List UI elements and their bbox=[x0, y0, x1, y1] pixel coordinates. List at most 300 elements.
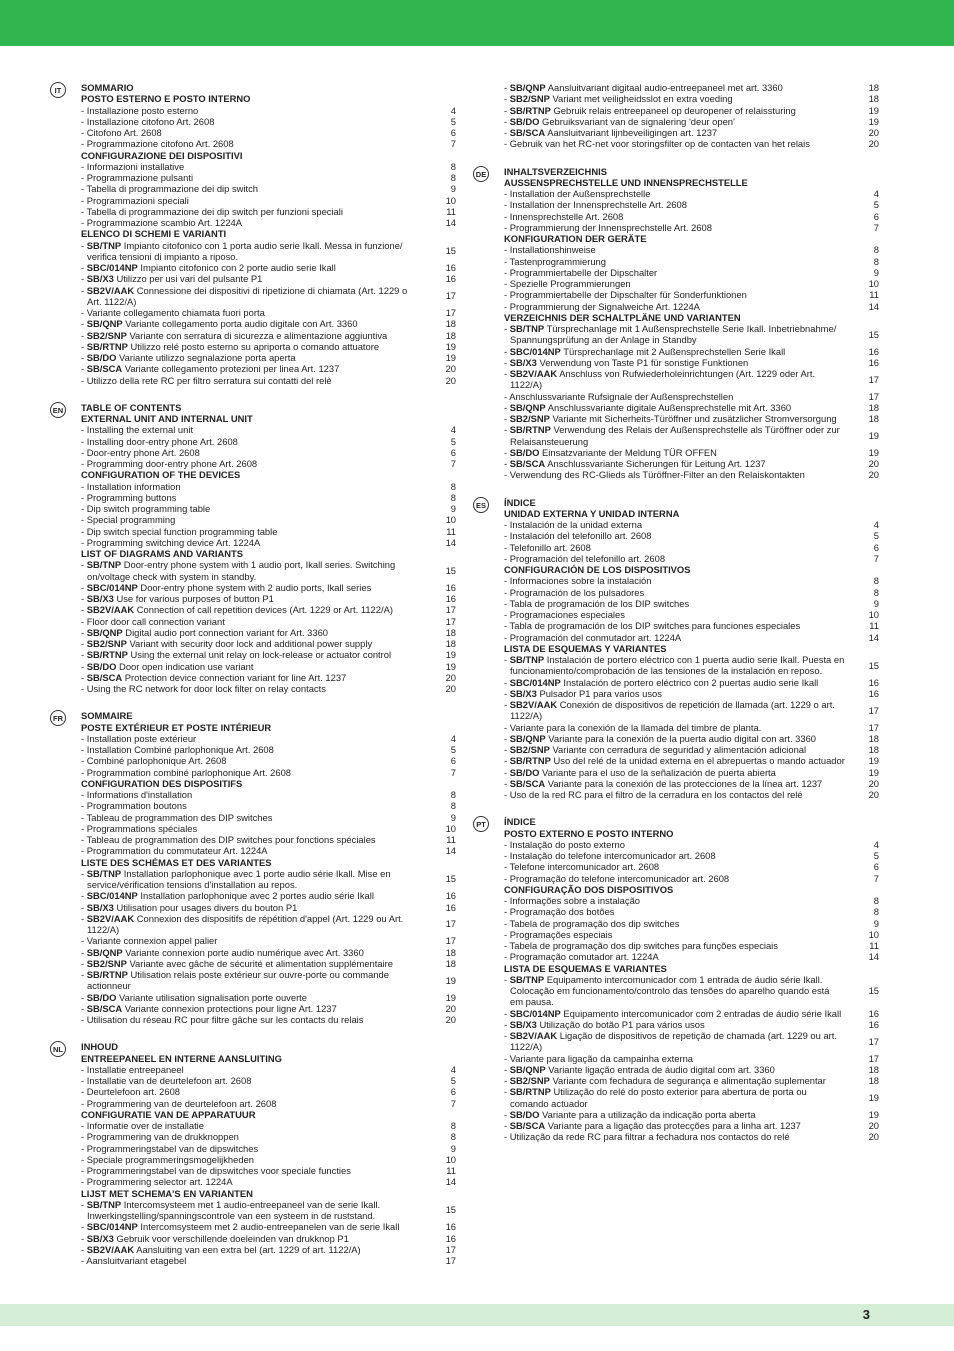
toc-entry[interactable] bbox=[504, 587, 883, 598]
toc-entry[interactable] bbox=[504, 789, 883, 800]
toc-entry[interactable] bbox=[504, 575, 883, 586]
toc-entry[interactable] bbox=[81, 1131, 460, 1142]
toc-page-number: 8 bbox=[873, 586, 879, 598]
toc-entry[interactable] bbox=[81, 1120, 460, 1131]
toc-entry[interactable] bbox=[504, 1053, 883, 1064]
toc-entry[interactable] bbox=[81, 161, 460, 172]
toc-page-number: 17 bbox=[868, 1035, 879, 1047]
page-number: 3 bbox=[862, 1307, 870, 1322]
toc-entry-text bbox=[504, 1075, 845, 1086]
entry-dash: - bbox=[504, 127, 510, 138]
diagram-description: Aansluiting van een extra bel (art. 1229 of art. 1122/A) bbox=[136, 1243, 361, 1255]
toc-entry[interactable] bbox=[81, 116, 460, 127]
toc-entry[interactable] bbox=[504, 82, 883, 93]
toc-entry-text bbox=[81, 330, 422, 341]
toc-entry[interactable] bbox=[504, 267, 883, 278]
diagram-code: SB/SCA bbox=[86, 671, 123, 683]
toc-entry[interactable] bbox=[81, 1221, 460, 1232]
toc-entry-text: - Informatie over de installatie bbox=[81, 1120, 204, 1131]
entry-dash: - bbox=[81, 273, 87, 285]
toc-entry[interactable] bbox=[504, 1064, 883, 1075]
toc-entry-text bbox=[504, 82, 845, 93]
toc-entry[interactable] bbox=[504, 940, 883, 951]
toc-entry[interactable] bbox=[81, 1086, 460, 1097]
toc-entry[interactable] bbox=[81, 127, 460, 138]
toc-entry-text: - Programmations spéciales bbox=[81, 822, 198, 834]
diagram-description: Variante collegamento protezioni per linea Art. 1237 bbox=[124, 363, 340, 375]
toc-entry[interactable] bbox=[504, 1086, 883, 1109]
toc-entry-text: - Deurtelefoon art. 2608 bbox=[81, 1086, 181, 1098]
toc-entry-text bbox=[504, 127, 845, 138]
toc-page-number: 16 bbox=[868, 1007, 879, 1019]
entry-dash: - bbox=[81, 901, 87, 913]
diagram-description: Variante avec gâche de sécurité et alimentation supplémentaire bbox=[129, 957, 393, 969]
toc-entry[interactable] bbox=[81, 195, 460, 206]
toc-entry[interactable] bbox=[81, 537, 460, 548]
toc-entry[interactable] bbox=[504, 1131, 883, 1142]
toc-entry[interactable] bbox=[81, 834, 460, 845]
toc-entry-text: - Informations d'installation bbox=[81, 789, 193, 800]
toc-entry[interactable] bbox=[81, 969, 460, 992]
toc-entry[interactable] bbox=[504, 553, 883, 564]
diagram-code: SB/DO bbox=[509, 446, 540, 458]
toc-entry-text: - Installatie entreepaneel bbox=[81, 1063, 184, 1075]
entry-dash: - bbox=[504, 413, 510, 424]
toc-entry[interactable] bbox=[504, 138, 883, 149]
diagram-code: SB/X3 bbox=[509, 1018, 537, 1030]
toc-entry-text bbox=[81, 627, 422, 638]
toc-entry[interactable] bbox=[81, 273, 460, 284]
toc-entry[interactable] bbox=[504, 105, 883, 116]
diagram-code: SBC/014NP bbox=[509, 1007, 561, 1019]
toc-entry-text bbox=[504, 778, 845, 789]
toc-page-number: 16 bbox=[445, 1232, 456, 1244]
toc-entry[interactable] bbox=[504, 744, 883, 755]
toc-heading: UNIDAD EXTERNA Y UNIDAD INTERNA bbox=[504, 507, 680, 519]
toc-entry-text: - Informações sobre a instalação bbox=[504, 895, 641, 906]
language-badge: EN bbox=[50, 402, 66, 418]
toc-entry[interactable] bbox=[81, 1165, 460, 1176]
toc-entry[interactable] bbox=[504, 755, 883, 766]
diagram-description: Variante connexion protections pour ligne Art. 1237 bbox=[124, 1002, 337, 1014]
toc-page-number: 19 bbox=[445, 340, 456, 352]
toc-entry[interactable] bbox=[504, 850, 883, 861]
toc-entry-text: - Verwendung des RC-Glieds als Türöffner-Filter an den Relaiskontakten bbox=[504, 469, 805, 481]
diagram-description: Use for various purposes of button P1 bbox=[116, 593, 274, 604]
toc-section-continued bbox=[473, 82, 883, 150]
diagram-description: Variante connexion porte audio numérique avec Art. 3360 bbox=[125, 946, 364, 958]
toc-entry[interactable] bbox=[504, 906, 883, 917]
diagram-code: SB/DO bbox=[509, 115, 540, 127]
toc-entry[interactable] bbox=[504, 609, 883, 620]
toc-entry-text: - Installing door-entry phone Art. 2608 bbox=[81, 435, 238, 447]
toc-heading: LISTA DE ESQUEMAS Y VARIANTES bbox=[504, 642, 667, 654]
toc-entry[interactable] bbox=[81, 868, 460, 891]
toc-entry[interactable] bbox=[81, 262, 460, 273]
toc-entry[interactable] bbox=[504, 289, 883, 300]
toc-entry[interactable] bbox=[504, 116, 883, 127]
entry-dash: - bbox=[81, 991, 87, 1003]
toc-entry[interactable] bbox=[81, 503, 460, 514]
toc-entry[interactable] bbox=[81, 424, 460, 435]
toc-entry[interactable] bbox=[81, 1255, 460, 1266]
toc-entry-text bbox=[504, 733, 845, 744]
diagram-code: SB/X3 bbox=[86, 593, 114, 604]
toc-entry[interactable] bbox=[81, 1199, 460, 1222]
entry-dash: - bbox=[504, 104, 510, 116]
toc-entry-text bbox=[504, 1109, 845, 1120]
toc-entry[interactable] bbox=[504, 974, 883, 1008]
toc-entry[interactable] bbox=[81, 823, 460, 834]
toc-entry[interactable] bbox=[81, 1003, 460, 1014]
toc-entry[interactable] bbox=[81, 947, 460, 958]
toc-entry[interactable] bbox=[81, 240, 460, 263]
toc-page-number: 14 bbox=[445, 217, 456, 228]
toc-entry-text: - Instalación del telefonillo art. 2608 bbox=[504, 530, 652, 542]
entry-dash: - bbox=[81, 581, 87, 593]
toc-entry[interactable] bbox=[81, 1014, 460, 1025]
diagram-description: Variant met veiligheidsslot en extra voeding bbox=[552, 93, 733, 105]
entry-dash: - bbox=[81, 946, 87, 958]
toc-entry-text bbox=[81, 318, 422, 329]
toc-entry[interactable] bbox=[81, 172, 460, 183]
toc-page-number: 10 bbox=[445, 1153, 456, 1165]
toc-entry-text: - Programmiertabelle der Dipschalter bbox=[504, 266, 658, 278]
toc-entry-text: - Tabela de programação dos dip switches bbox=[504, 917, 680, 929]
diagram-code: SB/TNP bbox=[509, 973, 545, 985]
toc-entry[interactable] bbox=[504, 699, 883, 722]
toc-entry[interactable] bbox=[81, 217, 460, 228]
toc-entry-text: - Programação dos botões bbox=[504, 906, 615, 918]
toc-page-number: 19 bbox=[868, 1108, 879, 1120]
toc-entry[interactable] bbox=[504, 357, 883, 368]
toc-entry[interactable] bbox=[504, 929, 883, 940]
toc-entry[interactable] bbox=[504, 861, 883, 872]
toc-heading: ELENCO DI SCHEMI E VARIANTI bbox=[81, 228, 227, 240]
toc-page-number: 8 bbox=[450, 491, 456, 503]
toc-entry-text bbox=[504, 767, 845, 778]
toc-entry[interactable] bbox=[504, 918, 883, 929]
toc-entry-text: - Programações especiais bbox=[504, 928, 613, 940]
toc-entry[interactable] bbox=[504, 469, 883, 480]
toc-entry-text: - Programmering van de drukknoppen bbox=[81, 1131, 239, 1143]
entry-dash: - bbox=[81, 363, 87, 375]
diagram-code: SB/TNP bbox=[86, 867, 122, 879]
toc-entry-text: - Programmazione pulsanti bbox=[81, 172, 194, 183]
toc-entry[interactable] bbox=[504, 458, 883, 469]
toc-entry[interactable] bbox=[81, 638, 460, 649]
toc-entry[interactable] bbox=[504, 722, 883, 733]
toc-entry-text: - Aansluitvariant etagebel bbox=[81, 1255, 187, 1266]
toc-entry[interactable] bbox=[81, 755, 460, 766]
diagram-description: Variante utilisation signalisation porte ouverte bbox=[119, 991, 308, 1003]
toc-entry[interactable] bbox=[504, 244, 883, 255]
toc-page-number: 19 bbox=[868, 446, 879, 458]
diagram-description: Door-entry phone system with 1 audio port, Ikall series. Switching on/voltage check with system in standby. bbox=[87, 559, 396, 582]
toc-entry-text: - Programmierung der Innensprechstelle Art. 2608 bbox=[504, 221, 712, 233]
toc-page-number: 4 bbox=[450, 104, 456, 116]
toc-entry[interactable] bbox=[504, 530, 883, 541]
toc-entry[interactable] bbox=[81, 616, 460, 627]
toc-entry[interactable] bbox=[81, 661, 460, 672]
toc-page-number: 5 bbox=[450, 744, 456, 755]
diagram-code: SB/TNP bbox=[86, 1198, 122, 1210]
entry-dash: - bbox=[81, 649, 87, 661]
toc-page-number: 20 bbox=[868, 777, 879, 789]
toc-entry-text: - Spezielle Programmierungen bbox=[504, 278, 631, 289]
diagram-code: SB/QNP bbox=[509, 732, 546, 744]
toc-entry[interactable] bbox=[81, 1143, 460, 1154]
toc-entry[interactable] bbox=[81, 902, 460, 913]
toc-entry[interactable] bbox=[81, 958, 460, 969]
toc-entry[interactable] bbox=[81, 138, 460, 149]
toc-page-number: 19 bbox=[868, 755, 879, 767]
toc-entry-text: - Utilisation du réseau RC pour filtre gâche sur les contacts du relais bbox=[81, 1014, 364, 1025]
toc-entry[interactable] bbox=[81, 733, 460, 744]
toc-heading: VERZEICHNIS DER SCHALTPLÄNE UND VARIANTEN bbox=[504, 311, 741, 323]
toc-entry[interactable] bbox=[504, 895, 883, 906]
toc-entry-text bbox=[504, 368, 845, 391]
diagram-code: SB/RTNP bbox=[509, 1086, 551, 1098]
toc-entry[interactable] bbox=[504, 301, 883, 312]
toc-entry[interactable] bbox=[504, 767, 883, 778]
toc-entry[interactable] bbox=[81, 1244, 460, 1255]
toc-entry-text bbox=[504, 1030, 845, 1053]
diagram-description: Variante para la conexión de las protecciones de la línea art. 1237 bbox=[547, 777, 823, 789]
toc-entry[interactable] bbox=[81, 183, 460, 194]
toc-entry-text bbox=[504, 105, 845, 116]
toc-entry[interactable] bbox=[81, 800, 460, 811]
toc-heading: CONFIGURATION OF THE DEVICES bbox=[81, 469, 241, 481]
diagram-code: SB2V/AAK bbox=[509, 1030, 558, 1041]
diagram-description: Installation parlophonique avec 2 portes audio série Ikall bbox=[140, 890, 374, 902]
toc-entry[interactable] bbox=[81, 341, 460, 352]
toc-entry[interactable] bbox=[504, 598, 883, 609]
toc-entry[interactable] bbox=[504, 1120, 883, 1131]
toc-page-number: 17 bbox=[445, 615, 456, 627]
toc-page-number: 20 bbox=[868, 1131, 879, 1143]
toc-entry[interactable] bbox=[504, 1019, 883, 1030]
entry-dash: - bbox=[504, 1108, 510, 1120]
toc-entry-text: - Informaciones sobre la instalación bbox=[504, 575, 652, 587]
toc-entry[interactable] bbox=[81, 744, 460, 755]
toc-page-number: 8 bbox=[873, 255, 879, 267]
diagram-description: Protection device connection variant for line Art. 1237 bbox=[124, 671, 347, 683]
toc-entry[interactable] bbox=[504, 127, 883, 138]
toc-entry[interactable] bbox=[81, 789, 460, 800]
toc-entry[interactable] bbox=[504, 1075, 883, 1086]
toc-entry[interactable] bbox=[504, 733, 883, 744]
toc-entry[interactable] bbox=[504, 620, 883, 631]
toc-entry[interactable] bbox=[81, 285, 460, 308]
toc-entry[interactable] bbox=[504, 222, 883, 233]
toc-entry[interactable] bbox=[81, 593, 460, 604]
toc-entry[interactable] bbox=[81, 318, 460, 329]
diagram-description: Gebruik voor verschillende doeleinden van drukknop P1 bbox=[116, 1232, 349, 1244]
entry-dash: - bbox=[504, 323, 510, 334]
toc-entry-text bbox=[504, 688, 845, 699]
toc-entry[interactable] bbox=[81, 767, 460, 778]
toc-entry[interactable] bbox=[81, 1154, 460, 1165]
toc-entry[interactable] bbox=[81, 492, 460, 503]
toc-entry[interactable] bbox=[504, 688, 883, 699]
toc-page-number: 19 bbox=[445, 352, 456, 363]
toc-entry-text bbox=[81, 868, 422, 891]
toc-page-number: 7 bbox=[450, 766, 456, 778]
toc-section-pt bbox=[473, 816, 883, 1142]
toc-entry-text bbox=[81, 593, 422, 604]
diagram-code: SB/QNP bbox=[86, 318, 123, 330]
toc-entry[interactable] bbox=[504, 256, 883, 267]
toc-entry[interactable] bbox=[81, 604, 460, 615]
diagram-description: Variante para el uso de la señalización de puerta abierta bbox=[542, 766, 776, 778]
toc-page-number: 15 bbox=[445, 1204, 456, 1216]
toc-page-number: 19 bbox=[868, 115, 879, 127]
diagram-description: Intercomsysteem met 2 audio-entreepanelen van de serie Ikall bbox=[140, 1221, 400, 1233]
toc-entry[interactable] bbox=[81, 1176, 460, 1187]
toc-entry[interactable] bbox=[504, 839, 883, 850]
toc-page-number: 20 bbox=[445, 1014, 456, 1025]
toc-entry[interactable] bbox=[504, 93, 883, 104]
toc-entry[interactable] bbox=[81, 1098, 460, 1109]
toc-entry[interactable] bbox=[504, 424, 883, 447]
toc-entry[interactable] bbox=[504, 346, 883, 357]
toc-entry[interactable] bbox=[504, 873, 883, 884]
diagram-code: SB/TNP bbox=[86, 559, 122, 571]
toc-entry[interactable] bbox=[81, 559, 460, 582]
diagram-description: Variante utilizzo segnalazione porta aperta bbox=[119, 352, 296, 363]
diagram-description: Aansluitvariant digitaal audio-entreepaneel met art. 3360 bbox=[547, 82, 783, 93]
toc-page-number: 18 bbox=[868, 1063, 879, 1075]
toc-entry[interactable] bbox=[504, 778, 883, 789]
toc-entry[interactable] bbox=[81, 649, 460, 660]
toc-page-number: 18 bbox=[445, 957, 456, 969]
entry-dash: - bbox=[504, 1086, 510, 1098]
toc-entry-text: - Programmazione scambio Art. 1224A bbox=[81, 217, 243, 228]
toc-entry[interactable] bbox=[81, 458, 460, 469]
toc-page-number: 16 bbox=[445, 581, 456, 593]
toc-entry[interactable] bbox=[81, 845, 460, 856]
toc-entry[interactable] bbox=[81, 514, 460, 525]
toc-entry[interactable] bbox=[81, 812, 460, 823]
toc-entry-text bbox=[81, 661, 422, 672]
toc-entry[interactable] bbox=[81, 1064, 460, 1075]
toc-entry[interactable] bbox=[81, 582, 460, 593]
toc-entry[interactable] bbox=[81, 683, 460, 694]
toc-entry[interactable] bbox=[81, 526, 460, 537]
toc-entry[interactable] bbox=[504, 1008, 883, 1019]
toc-entry-text bbox=[504, 1008, 845, 1019]
toc-entry[interactable] bbox=[81, 1233, 460, 1244]
toc-entry-text bbox=[81, 1199, 422, 1222]
toc-entry-text bbox=[81, 913, 422, 936]
diagram-description: Utilisation pour usages divers du bouton P1 bbox=[116, 901, 298, 913]
toc-page-number: 14 bbox=[868, 631, 879, 643]
toc-entry[interactable] bbox=[81, 672, 460, 683]
toc-entry[interactable] bbox=[81, 363, 460, 374]
toc-entry-text: - Programmation du commutateur Art. 1224A bbox=[81, 845, 268, 857]
toc-page-number: 8 bbox=[450, 789, 456, 800]
diagram-description: Using the external unit relay on lock-release or actuator control bbox=[130, 649, 392, 661]
toc-entry[interactable] bbox=[81, 375, 460, 386]
toc-entry[interactable] bbox=[504, 677, 883, 688]
toc-entry[interactable] bbox=[81, 352, 460, 363]
toc-entry[interactable] bbox=[81, 913, 460, 936]
toc-entry[interactable] bbox=[81, 1075, 460, 1086]
diagram-description: Variante ligação entrada de áudio digital com art. 3360 bbox=[548, 1063, 775, 1075]
entry-dash: - bbox=[504, 744, 510, 755]
toc-entry[interactable] bbox=[504, 1109, 883, 1120]
toc-entry-text bbox=[81, 649, 422, 660]
toc-heading: CONFIGURAZIONE DEI DISPOSITIVI bbox=[81, 149, 243, 161]
toc-entry[interactable] bbox=[504, 323, 883, 346]
toc-entry[interactable] bbox=[504, 402, 883, 413]
toc-entry[interactable] bbox=[81, 992, 460, 1003]
diagram-description: Installation parlophonique avec 1 porte audio série Ikall. Mise en service/vérification tensions d'installation au repos. bbox=[87, 867, 391, 890]
toc-entry-text bbox=[504, 424, 845, 447]
toc-entry-text: - Gebruik van het RC-net voor storingsfilter op de contacten van het relais bbox=[504, 138, 810, 150]
toc-entry-text: - Programação do telefone intercomunicador art. 2608 bbox=[504, 872, 730, 884]
toc-entry[interactable] bbox=[81, 447, 460, 458]
diagram-code: SB2/SNP bbox=[86, 957, 127, 969]
toc-entry[interactable] bbox=[504, 188, 883, 199]
toc-entry[interactable] bbox=[81, 481, 460, 492]
diagram-code: SB2V/AAK bbox=[86, 604, 135, 616]
toc-entry[interactable] bbox=[504, 447, 883, 458]
toc-page-number: 19 bbox=[868, 104, 879, 116]
toc-entry-text: - Programmazioni speciali bbox=[81, 194, 189, 206]
toc-entry[interactable] bbox=[504, 391, 883, 402]
toc-entry[interactable] bbox=[81, 890, 460, 901]
toc-entry[interactable] bbox=[504, 368, 883, 391]
toc-entry[interactable] bbox=[504, 654, 883, 677]
toc-page-number: 16 bbox=[445, 262, 456, 273]
toc-section-es bbox=[473, 497, 883, 801]
entry-dash: - bbox=[504, 115, 510, 127]
diagram-code: SB/RTNP bbox=[86, 649, 128, 661]
toc-page-number: 18 bbox=[445, 318, 456, 330]
diagram-description: Utilisation relais poste extérieur sur ouvre-porte ou commande actionneur bbox=[87, 969, 389, 992]
toc-entry[interactable] bbox=[504, 211, 883, 222]
toc-entry[interactable] bbox=[504, 632, 883, 643]
toc-page-number: 15 bbox=[445, 245, 456, 257]
toc-page-number: 8 bbox=[873, 575, 879, 587]
toc-entry[interactable] bbox=[81, 105, 460, 116]
toc-entry[interactable] bbox=[81, 935, 460, 946]
toc-entry[interactable] bbox=[81, 206, 460, 217]
toc-entry[interactable] bbox=[504, 519, 883, 530]
toc-entry-text: - Instalação do telefone intercomunicador art. 2608 bbox=[504, 850, 716, 861]
diagram-code: SBC/014NP bbox=[86, 262, 138, 273]
toc-entry[interactable] bbox=[81, 330, 460, 341]
toc-entry-text: - Installazione posto esterno bbox=[81, 104, 199, 116]
footer-band bbox=[0, 1304, 954, 1326]
toc-page-number: 16 bbox=[868, 356, 879, 368]
toc-entry[interactable] bbox=[81, 627, 460, 638]
toc-entry-text bbox=[81, 273, 422, 284]
diagram-description: Ligação de dispositivos de repetição de chamada (art. 1229 ou art. 1122/A) bbox=[510, 1030, 838, 1053]
toc-entry[interactable] bbox=[81, 307, 460, 318]
toc-page-number: 20 bbox=[445, 671, 456, 683]
toc-entry[interactable] bbox=[504, 951, 883, 962]
toc-entry[interactable] bbox=[504, 1030, 883, 1053]
toc-entry[interactable] bbox=[504, 199, 883, 210]
diagram-code: SB/X3 bbox=[509, 687, 537, 699]
toc-entry[interactable] bbox=[504, 413, 883, 424]
toc-entry[interactable] bbox=[504, 542, 883, 553]
toc-entry[interactable] bbox=[504, 278, 883, 289]
toc-entry[interactable] bbox=[81, 436, 460, 447]
